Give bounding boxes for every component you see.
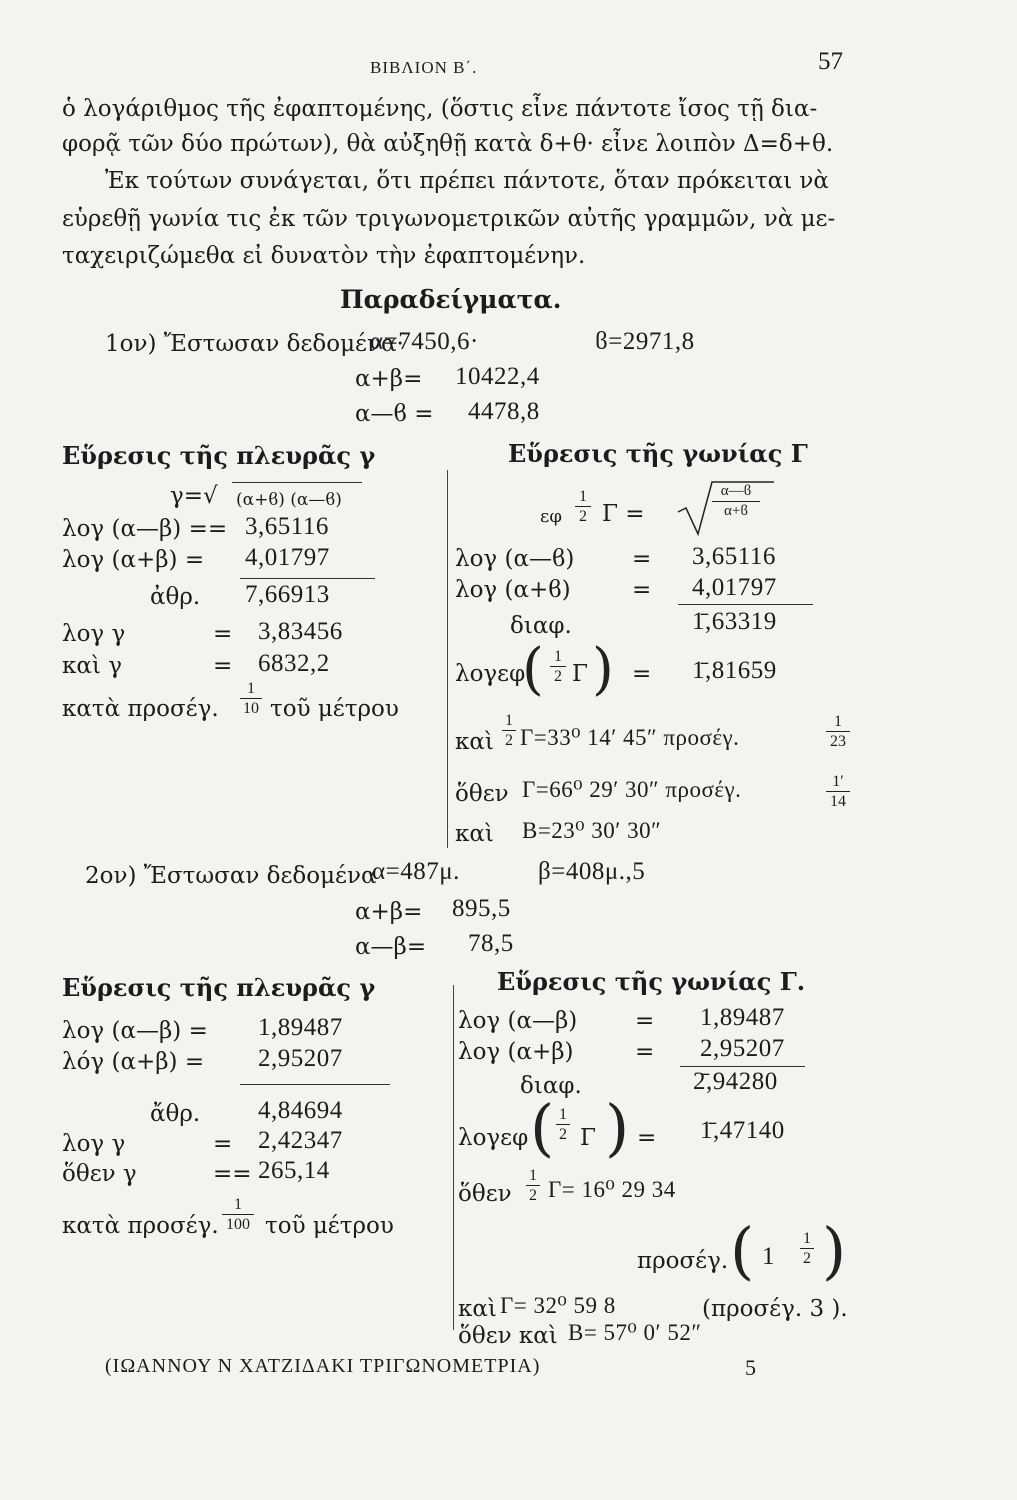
ex1-row6-approx-fraction <box>826 773 850 810</box>
ex2-row6-half-fraction <box>800 1230 814 1267</box>
fraction-denominator: 23 <box>830 733 846 750</box>
column-divider <box>447 470 448 848</box>
ex1-row4-half-fraction <box>550 648 566 685</box>
ex2-left-heading: Εὕρεσις τῆς πλευρᾶς γ <box>62 973 376 1002</box>
ex1-right-row3-label: διαφ. <box>510 613 572 639</box>
ex2-right-row2-value: 2,95207 <box>700 1035 785 1062</box>
fraction-denominator: 2 <box>554 668 562 685</box>
ex1-left-row1-label: λογ (α—β) == <box>62 516 228 542</box>
ex1-radicand: (α+ϐ) (α—ϐ) <box>236 490 342 510</box>
fraction-denominator: 2 <box>505 732 513 749</box>
ex1-left-approx-fraction <box>240 680 262 717</box>
intro-line-3: Ἐκ τούτων συνάγεται, ὅτι πρέπει πάντοτε, ὅταν πρόκειται νὰ <box>105 168 829 194</box>
ex2-right-row6-label: προσέγ. <box>637 1248 729 1274</box>
ex2-right-heading: Εὕρεσις τῆς γωνίας Γ. <box>497 967 806 996</box>
page-number: 57 <box>818 48 843 75</box>
ex2-right-row7-expr: Γ= 32⁰ 59 8 <box>500 1293 616 1318</box>
ex2-right-row6-one: 1 <box>762 1243 775 1270</box>
ex2-right-row3-value: 2̄,94280 <box>693 1068 778 1095</box>
ex1-row5-approx-fraction <box>826 713 850 750</box>
ex1-left-approx: κατὰ προσέγ. <box>62 696 219 722</box>
ex1-right-row7-label: καὶ <box>455 821 494 847</box>
running-header: ΒΙΒΛΙΟΝ Β΄. <box>370 58 478 77</box>
left-paren: ( <box>730 1214 755 1287</box>
fraction-numerator: 1 <box>554 648 562 665</box>
ex1-left-row5-value: 6832,2 <box>258 650 330 677</box>
fraction-denominator: 14 <box>830 793 846 810</box>
ex1-b-value: ϐ=2971,8 <box>595 328 695 355</box>
ex2-left-row4-eq: = <box>213 1131 233 1157</box>
fraction-numerator: 1′ <box>832 773 844 790</box>
ex2-right-row4-gamma: Γ <box>580 1125 596 1151</box>
ex2-left-row3-label: ἄθρ. <box>150 1101 201 1127</box>
ex1-left-row5-eq: = <box>213 653 233 679</box>
ex1-intro: 1ον) Ἔστωσαν δεδομένα· <box>105 331 404 357</box>
ex1-right-row6-expr: Γ=66⁰ 29′ 30″ προσέγ. <box>522 777 742 802</box>
ex2-left-approx-tail: τοῦ μέτρου <box>265 1213 394 1239</box>
ex1-left-approx-tail: τοῦ μέτρου <box>270 696 399 722</box>
ex2-right-row4-value: 1̄,47140 <box>700 1117 785 1144</box>
ex1-right-row6-label: ὅθεν <box>455 781 509 807</box>
fraction-denominator: α+ϐ <box>724 503 748 519</box>
ex2-left-approx-fraction <box>222 1196 254 1233</box>
ex2-intro: 2ον) Ἔστωσαν δεδομένα <box>85 863 377 889</box>
ex1-sum-value: 10422,4 <box>455 363 540 390</box>
ex1-right-row4-gamma: Γ <box>572 661 588 687</box>
ex2-left-row5-label: ὅθεν γ <box>62 1161 137 1187</box>
ex2-right-row3-label: διαφ. <box>520 1073 582 1099</box>
ex1-right-row4-eq: = <box>632 661 652 687</box>
ex1-left-row4-value: 3,83456 <box>258 618 343 645</box>
ex2-row4-half-fraction <box>556 1106 570 1143</box>
ex1-left-row2-label: λογ (α+β) = <box>62 547 205 573</box>
ex2-right-row1-label: λογ (α—β) <box>458 1008 578 1034</box>
ex1-right-row2-value: 4,01797 <box>692 574 777 601</box>
sum-rule <box>240 1084 390 1085</box>
fraction-numerator: 1 <box>247 680 255 697</box>
fraction-numerator: α—ϐ <box>720 483 752 499</box>
ex1-gamma-eq-right: Γ = <box>602 501 645 527</box>
ex2-left-row5-value: 265,14 <box>258 1157 330 1184</box>
intro-line-5: ταχειριζώμεθα εἰ δυνατὸν τὴν ἐφαπτομένην. <box>62 243 586 269</box>
ex2-left-row3-value: 4,84694 <box>258 1097 343 1124</box>
ex1-right-row2-eq: = <box>632 577 652 603</box>
ex1-sqrt-fraction <box>712 483 760 520</box>
ex1-half-fraction <box>575 488 591 525</box>
ex1-left-row4-label: λογ γ <box>62 621 126 647</box>
ex1-right-row3-value: 1̄,63319 <box>692 608 777 635</box>
fraction-denominator: 2 <box>559 1126 567 1143</box>
ex1-right-row4-label: λογεφ <box>455 661 526 687</box>
footer-title: (ΙΩΑΝΝΟΥ Ν ΧΑΤΖΙΔΑΚΙ ΤΡΙΓΩΝΟΜΕΤΡΙΑ) <box>105 1355 541 1377</box>
ex1-right-row1-eq: = <box>632 546 652 572</box>
fraction-numerator: 1 <box>529 1167 537 1184</box>
ex1-left-row3-label: ἀθρ. <box>150 584 201 610</box>
ex2-left-row2-value: 2,95207 <box>258 1045 343 1072</box>
ex1-right-row1-value: 3,65116 <box>692 543 776 570</box>
ex2-sum-label: α+β= <box>355 899 423 925</box>
fraction-numerator: 1 <box>803 1230 811 1247</box>
right-paren: ) <box>822 1214 847 1287</box>
ex2-right-row4-eq: = <box>637 1125 657 1151</box>
ex1-right-row4-value: 1̄,81659 <box>692 657 777 684</box>
fraction-denominator: 2 <box>579 508 587 525</box>
fraction-numerator: 1 <box>505 712 513 729</box>
intro-line-2: φορᾷ τῶν δύο πρώτων), θὰ αὐξηθῇ κατὰ δ+θ· εἶνε λοιπὸν Δ=δ+θ. <box>62 131 834 157</box>
fraction-denominator: 2 <box>803 1250 811 1267</box>
ex1-diff-value: 4478,8 <box>468 398 540 425</box>
ex2-right-row7-label: καὶ <box>458 1296 497 1322</box>
ex1-right-heading: Εὕρεσις τῆς γωνίας Γ <box>508 439 808 468</box>
ex2-right-row4-label: λογεφ <box>458 1125 529 1151</box>
ex1-left-row4-eq: = <box>213 621 233 647</box>
diff-rule <box>678 604 813 605</box>
left-paren: ( <box>522 637 544 702</box>
ex1-right-row1-label: λογ (α—ϐ) <box>455 546 575 572</box>
fraction-numerator: 1 <box>234 1196 242 1213</box>
left-paren: ( <box>530 1091 555 1164</box>
ex1-right-row2-label: λογ (α+ϐ) <box>455 577 571 603</box>
fraction-numerator: 1 <box>834 713 842 730</box>
ex1-gamma-eq: γ=√ <box>170 483 218 509</box>
ex2-right-row1-value: 1,89487 <box>700 1004 785 1031</box>
ex2-diff-value: 78,5 <box>468 930 514 957</box>
ex2-right-row2-label: λογ (α+β) <box>458 1039 574 1065</box>
ex2-row5-half-fraction <box>526 1167 540 1204</box>
ex1-row5-half-fraction <box>502 712 516 749</box>
footer-signature: 5 <box>745 1355 757 1380</box>
sqrt-overline <box>232 482 362 483</box>
right-paren: ) <box>592 637 614 702</box>
ex2-right-row5-label: ὅθεν <box>458 1181 512 1207</box>
ex1-left-row3-value: 7,66913 <box>245 581 330 608</box>
examples-title: Παραδείγματα. <box>340 285 562 314</box>
sum-rule <box>240 578 375 579</box>
ex2-right-row1-eq: = <box>635 1008 655 1034</box>
ex1-right-row5-label: καὶ <box>455 729 494 755</box>
intro-line-4: εὑρεθῇ γωνία τις ἐκ τῶν τριγωνομετρικῶν αὐτῆς γραμμῶν, νὰ με- <box>62 206 836 232</box>
ex2-left-approx: κατὰ προσέγ. <box>62 1213 219 1239</box>
ex1-sum-label: α+β= <box>355 366 423 392</box>
fraction-denominator: 100 <box>226 1216 250 1233</box>
ex2-left-row1-label: λογ (α—β) = <box>62 1018 208 1044</box>
ex1-left-row2-value: 4,01797 <box>245 544 330 571</box>
fraction-numerator: 1 <box>579 488 587 505</box>
ex2-a-value: α=487μ. <box>372 858 460 885</box>
fraction-numerator: 1 <box>559 1106 567 1123</box>
diff-rule <box>680 1066 805 1067</box>
column-divider <box>453 985 454 1330</box>
ex2-sum-value: 895,5 <box>452 895 511 922</box>
ex1-a-value: α=7450,6· <box>370 328 479 355</box>
fraction-denominator: 10 <box>243 700 259 717</box>
ex2-left-row4-label: λογ γ <box>62 1131 126 1157</box>
ex2-right-row8-expr: Β= 57⁰ 0′ 52″ <box>568 1320 702 1345</box>
ex1-ef: εφ <box>540 506 562 527</box>
ex2-right-row2-eq: = <box>635 1039 655 1065</box>
ex2-diff-label: α—β= <box>355 934 427 960</box>
ex2-left-row2-label: λόγ (α+β) = <box>62 1049 205 1075</box>
ex1-left-heading: Εὕρεσις τῆς πλευρᾶς γ <box>62 441 376 470</box>
ex2-left-row1-value: 1,89487 <box>258 1014 343 1041</box>
ex1-left-row1-value: 3,65116 <box>245 513 329 540</box>
ex2-right-row5-expr: Γ= 16⁰ 29 34 <box>548 1177 676 1202</box>
ex1-right-row7-expr: Β=23⁰ 30′ 30″ <box>522 818 662 843</box>
ex2-left-row4-value: 2,42347 <box>258 1127 343 1154</box>
intro-line-1: ὁ λογάριθμος τῆς ἐφαπτομένης, (ὅστις εἶνε πάντοτε ἴσος τῇ δια- <box>62 96 818 122</box>
right-paren: ) <box>605 1091 630 1164</box>
ex2-right-row7-tail: (προσέγ. 3 ). <box>702 1296 848 1322</box>
ex2-left-row5-eq: == <box>213 1161 252 1187</box>
ex1-right-row5-expr: Γ=33⁰ 14′ 45″ προσέγ. <box>520 725 740 750</box>
fraction-denominator: 2 <box>529 1187 537 1204</box>
ex1-left-row5-label: καὶ γ <box>62 653 122 679</box>
ex2-b-value: β=408μ.,5 <box>538 858 646 885</box>
ex1-diff-label: α—ϐ = <box>355 401 434 427</box>
ex2-right-row8-label: ὅθεν καὶ <box>458 1323 558 1349</box>
